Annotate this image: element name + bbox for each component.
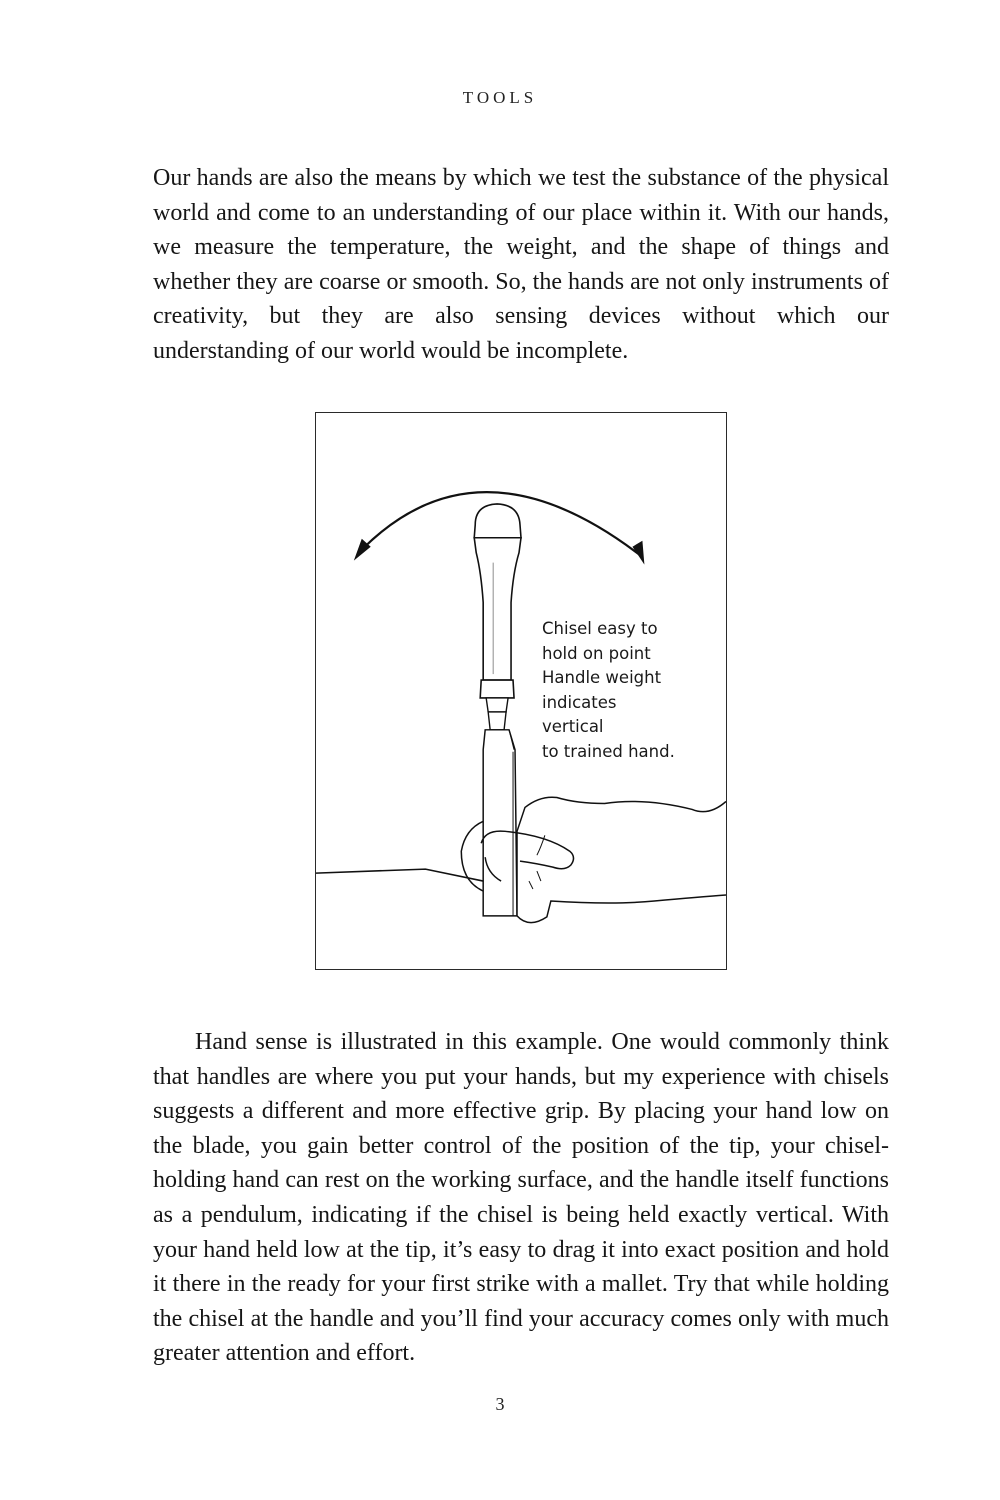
caption-line: Chisel easy to <box>542 619 658 638</box>
page-number: 3 <box>495 1394 505 1414</box>
body-paragraph-2: Hand sense is illustrated in this example. One would commonly think that handles are where you put your hands, but my experience with chisels suggests a different and more effective grip. By placing your hand low on the blade, you gain better control of the position of the tip, your chisel-holding hand can rest on the working surface, and the handle itself functions as a pendulum, indicating if the chisel is being held exactly vertical. With your hand held low at the tip, it’s easy to drag it into exact position and hold it there in the ready for your first strike with a mallet. Try that while holding the chisel at the handle and you’ll find your accuracy comes only with much greater attention and effort. <box>153 1029 889 1367</box>
caption-line: Handle weight <box>542 668 662 688</box>
chisel-blade <box>483 730 517 916</box>
caption-line: hold on point <box>542 643 651 663</box>
chisel-handle <box>474 504 521 698</box>
right-arrowhead <box>632 541 644 565</box>
caption-line: vertical <box>542 717 604 737</box>
caption-line: indicates <box>542 692 617 712</box>
body-paragraph-1: Our hands are also the means by which we test the substance of the physical world and come to an understanding of our place within it. With our hands, we measure the temperature, the weight, and the shape of things and whether they are coarse or smooth. So, the hands are not only instruments of creativity, but they are also sensing devices without which our understanding of our world would be incomplete. <box>153 165 889 364</box>
figure-caption <box>542 617 675 765</box>
chisel-ferrule <box>486 698 508 730</box>
chisel-illustration <box>315 412 727 970</box>
caption-line: to trained hand. <box>542 741 675 761</box>
running-head: TOOLS <box>462 88 538 107</box>
